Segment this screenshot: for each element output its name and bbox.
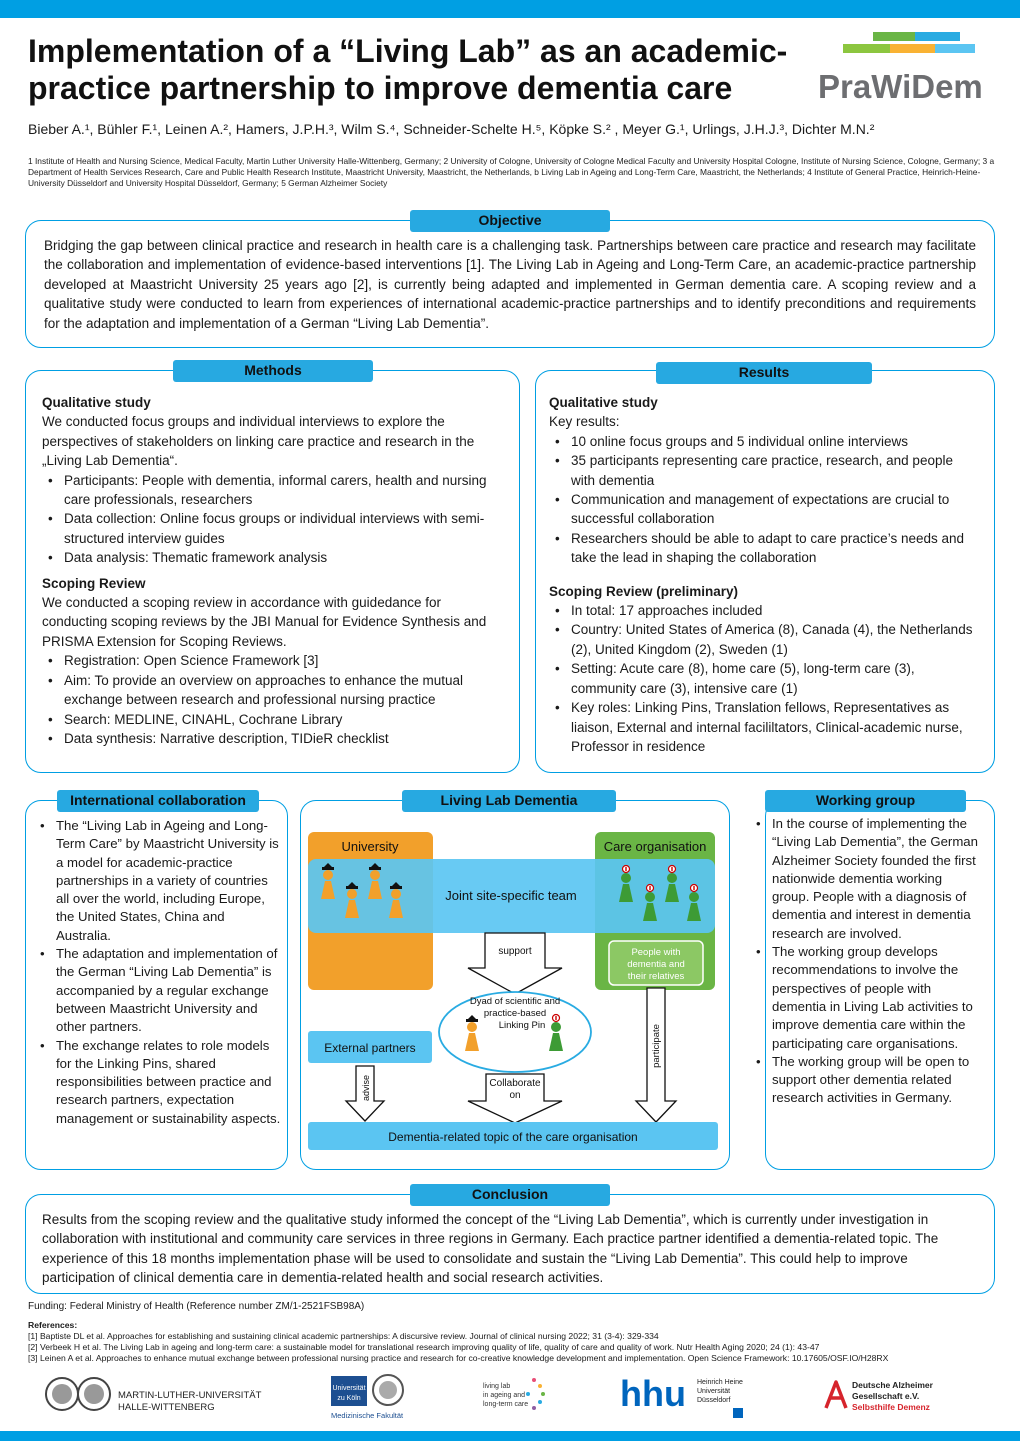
methods-qual-heading: Qualitative study	[42, 395, 151, 410]
prawidem-logo	[815, 30, 990, 110]
funding: Funding: Federal Ministry of Health (Reference number ZM/1-2521FSB98A)	[28, 1301, 365, 1312]
hhu-name-3: Düsseldorf	[697, 1397, 731, 1404]
list-item: • Data collection: Online focus groups or individual interviews with semi-structured interview guides	[42, 509, 507, 548]
methods-content	[42, 393, 507, 748]
list-item: • Researchers should be able to adapt to care practice’s needs and take the lead in shaping the collaboration	[549, 529, 979, 568]
koeln-name-1: Universität	[332, 1385, 366, 1392]
koeln-logo	[331, 1375, 404, 1420]
working-group-list	[750, 815, 982, 1108]
methods-qual-list	[42, 471, 507, 568]
mlu-logo	[46, 1378, 262, 1413]
mlu-name-2: HALLE-WITTENBERG	[118, 1402, 215, 1413]
living-lab-name-1: living lab	[483, 1383, 511, 1390]
international-list	[34, 817, 282, 1128]
list-item: • The working group develops recommendations to involve the perspectives of people with dementia in Living Lab activities to improve dementia care within the participating care organisations.	[750, 943, 982, 1053]
list-item: • The “Living Lab in Ageing and Long-Term Care” by Maastricht University is a model for academic-practice partnerships in a variety of countries all over the world, including Europe, the United States, China and Australia.	[34, 817, 282, 945]
references-heading: References:	[28, 1320, 78, 1330]
participate-label: participate	[651, 1024, 662, 1068]
dyad-label-1: Dyad of scientific and	[469, 996, 561, 1007]
results-qual-list	[549, 432, 979, 568]
daz-name-3: Selbsthilfe Demenz	[852, 1402, 930, 1412]
hhu-name-1: Heinrich Heine	[697, 1379, 743, 1386]
results-scoping-list	[549, 601, 979, 756]
list-item: • Key roles: Linking Pins, Translation fellows, Representatives as liaison, External and internal facililtators, Clinical-academic nurse, Professor in residence	[549, 698, 979, 756]
list-item: • Search: MEDLINE, CINAHL, Cochrane Library	[42, 710, 507, 729]
international-content	[34, 817, 282, 1128]
list-item: • The exchange relates to role models for the Linking Pins, shared responsibilities between practice and research partners, expectation management or sustainability aspects.	[34, 1037, 282, 1128]
top-bar	[0, 0, 1020, 18]
list-item: • Data analysis: Thematic framework analysis	[42, 548, 507, 567]
living-lab-logo	[483, 1378, 545, 1410]
working-group-heading: Working group	[765, 790, 966, 812]
bottom-bar	[0, 1431, 1020, 1441]
people-label-3: their relatives	[627, 971, 685, 982]
methods-scoping-heading: Scoping Review	[42, 575, 146, 591]
results-scoping-heading: Scoping Review (preliminary)	[549, 583, 739, 599]
daz-name-2: Gesellschaft e.V.	[852, 1391, 920, 1401]
support-label: support	[498, 946, 532, 957]
methods-scoping-intro: We conducted a scoping review in accordance with guidedance for conducting scoping reviews by the JBI Manual for Evidence Synthesis and PRISMA Extension for Scoping Reviews.	[42, 595, 487, 649]
list-item: • 35 participants representing care practice, research, and people with dementia	[549, 451, 979, 490]
list-item: • In total: 17 approaches included	[549, 601, 979, 620]
living-lab-name-3: long-term care	[483, 1401, 529, 1408]
methods-scoping-list	[42, 651, 507, 748]
list-item: • The adaptation and implementation of the German “Living Lab Dementia” is accompanied by a regular exchange between Maastricht University and other partners.	[34, 945, 282, 1036]
care-organisation-label: Care organisation	[603, 839, 707, 854]
university-label: University	[341, 839, 399, 854]
authors: Bieber A.¹, Bühler F.¹, Leinen A.², Hamers, J.P.H.³, Wilm S.⁴, Schneider-Schelte H.⁵, Köpke S.² , Meyer G.¹, Urlings, J.H.J.³, Dichter M.N.²	[28, 121, 875, 137]
list-item: • In the course of implementing the “Living Lab Dementia”, the German Alzheimer Society founded the first nationwide dementia working group. People with a diagnosis of dementia and interest in dementia research are involved.	[750, 815, 982, 943]
list-item: • Data synthesis: Narrative description, TIDieR checklist	[42, 729, 507, 748]
dyad-label-2: practice-based	[483, 1008, 547, 1019]
results-qual-intro: Key results:	[549, 414, 620, 430]
list-item: • The working group will be open to support other dementia related research activities in Germany.	[750, 1053, 982, 1108]
poster-title: Implementation of a “Living Lab” as an academic- practice partnership to improve dementia care	[28, 33, 788, 106]
list-item: • Country: United States of America (8), Canada (4), the Netherlands (2), United Kingdom (2), Sweden (1)	[549, 620, 979, 659]
objective-text: Bridging the gap between clinical practice and research in health care is a challenging task. Partnerships between care practice and research may facilitate the collaboration and implementation of evidence-based interventions [1]. The Living Lab in Ageing and Long-Term Care, an academic-practice partnership developed at Maastricht University 25 years ago [2], is currently being adapted and implemented in German dementia care. A scoping review and a qualitative study were conducted to learn from experiences of international academic-practice partnerships and to identify preconditions and requirements for the adaptation and implementation of a German “Living Lab Dementia”.	[44, 238, 976, 331]
international-heading: International collaboration	[57, 790, 259, 812]
list-item: • 10 online focus groups and 5 individual online interviews	[549, 432, 979, 451]
alzheimer-society-logo	[826, 1380, 934, 1412]
conclusion-heading: Conclusion	[410, 1184, 610, 1206]
people-label-1: People with	[631, 947, 681, 958]
list-item: • Communication and management of expectations are crucial to successful collaboration	[549, 490, 979, 529]
mlu-name-1: MARTIN-LUTHER-UNIVERSITÄT	[118, 1390, 262, 1401]
reference-item: [2] Verbeek H et al. The Living Lab in ageing and long-term care: a sustainable model for translational research improving quality of life, quality of care and quality of work. Nutr Health Aging 2020; 24 (1): 43-47	[28, 1342, 820, 1352]
hhu-name-2: Universität	[697, 1388, 731, 1395]
collaborate-label-1: Collaborate	[489, 1078, 541, 1089]
references	[28, 1320, 998, 1364]
partner-logos	[0, 1370, 1020, 1428]
dyad-label-3: Linking Pin	[498, 1020, 546, 1031]
living-lab-name-2: in ageing and	[483, 1392, 526, 1399]
objective-heading: Objective	[410, 210, 610, 232]
joint-team-label: Joint site-specific team	[445, 888, 577, 903]
list-item: • Aim: To provide an overview on approaches to enhance the mutual exchange between research and professional nursing practice	[42, 671, 507, 710]
daz-name-1: Deutsche Alzheimer	[852, 1380, 933, 1390]
affiliations: 1 Institute of Health and Nursing Science, Medical Faculty, Martin Luther University Halle-Wittenberg, Germany; 2 University of Cologne, University of Cologne Medical Faculty and University Hospital Cologne, Institute of Nursing Science, Cologne, Germany; 3 a Department of Health Services Research, Care and Public Health Research Institute, Maastricht University, Maastricht, the Netherlands, b Living Lab in Ageing and Long-Term Care, Maastricht, the Netherlands; 4 Institute of General Practice, Heinrich-Heine-University Düsseldorf and University Hospital Düsseldorf, Germany; 5 German Alzheimer Society	[28, 156, 995, 188]
hhu-mark: hhu	[620, 1373, 686, 1414]
living-lab-heading: Living Lab Dementia	[402, 790, 616, 812]
results-content	[549, 393, 979, 756]
advise-label: advise	[361, 1074, 371, 1102]
methods-heading: Methods	[173, 360, 373, 382]
list-item: • Registration: Open Science Framework [3]	[42, 651, 507, 670]
reference-item: [1] Baptiste DL et al. Approaches for establishing and sustaining clinical academic partnerships: A discursive review. Journal of clinical nursing 2022; 31 (3-4): 329-334	[28, 1331, 659, 1341]
prawidem-logo-text: PraWiDem	[818, 68, 983, 105]
hhu-logo	[620, 1373, 743, 1418]
topic-label: Dementia-related topic of the care organisation	[388, 1130, 638, 1144]
methods-qual-intro: We conducted focus groups and individual interviews to explore the perspectives of stakeholders on linking care practice and research in the „Living Lab Dementia“.	[42, 414, 475, 469]
list-item: • Participants: People with dementia, informal carers, health and nursing care professionals, researchers	[42, 471, 507, 510]
conclusion-text: Results from the scoping review and the qualitative study informed the concept of the “Living Lab Dementia”, which is currently under investigation in collaboration with institutional and community care services in three regions in Germany. Each practice partner identified a dementia-related topic. The experience of this 18 months implementation phase will be used to consolidate and sustain the “Living Lab Dementia”. This could help to improve participation of clinical dementia care in dementia-related health and social research activities.	[42, 1212, 939, 1286]
collaborate-label-2: on	[509, 1090, 521, 1101]
support-arrow	[468, 933, 562, 994]
living-lab-diagram	[300, 796, 730, 1166]
results-heading: Results	[656, 362, 872, 384]
list-item: • Setting: Acute care (8), home care (5), long-term care (3), community care (3), intensive care (1)	[549, 659, 979, 698]
reference-item: [3] Leinen A et al. Approaches to enhance mutual exchange between professional nursing practice and research for co-creative knowledge development and implementation. Open Science Framework: 10.17605/OSF.IO/H28RX	[28, 1353, 889, 1363]
working-group-content	[750, 815, 982, 1108]
koeln-name-2: zu Köln	[337, 1395, 361, 1402]
results-qual-heading: Qualitative study	[549, 395, 658, 410]
people-label-2: dementia and	[627, 959, 685, 970]
koeln-name-3: Medizinische Fakultät	[331, 1411, 404, 1420]
external-partners-label: External partners	[324, 1041, 416, 1055]
